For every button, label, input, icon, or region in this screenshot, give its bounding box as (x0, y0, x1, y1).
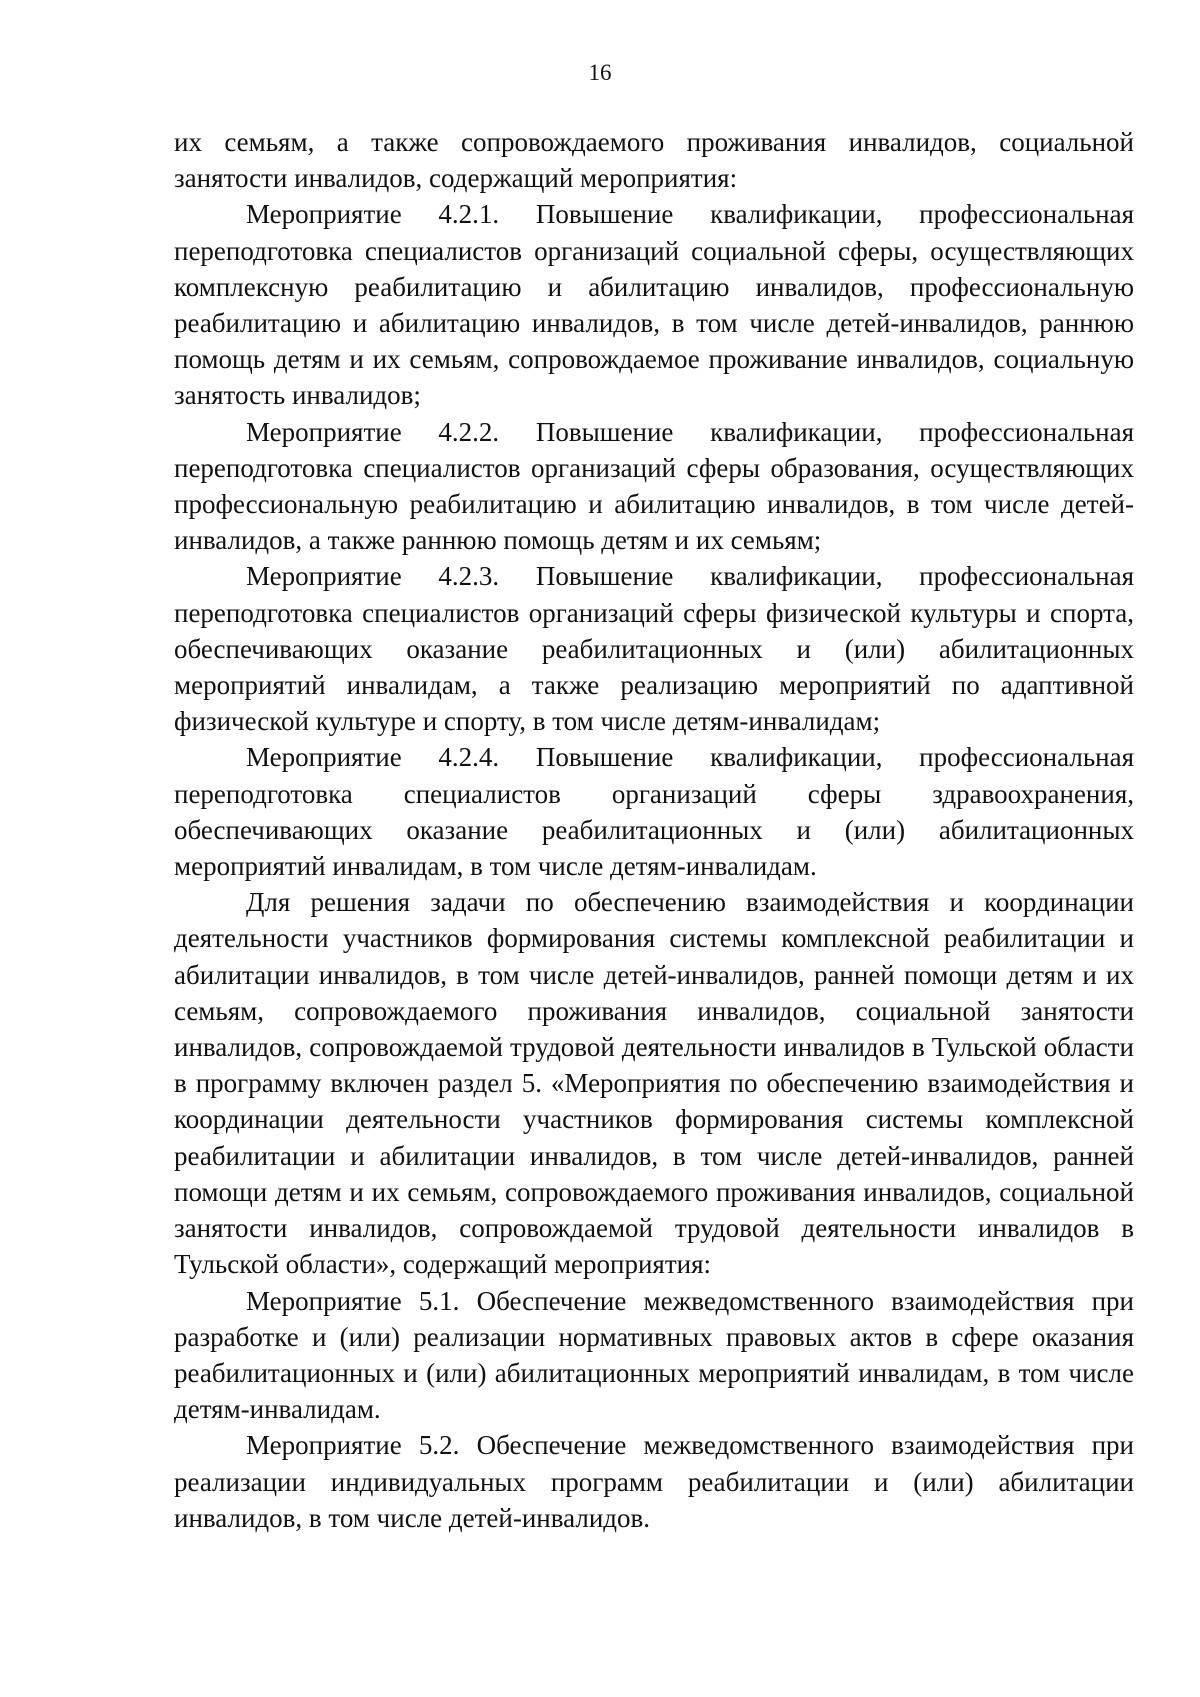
paragraph-section-5-intro: Для решения задачи по обеспечению взаимодействия и координации деятельности участников формирования системы комплексной реабилитации и абилитации инвалидов, в том числе детей-инвалидов, ранней помощи детям и их семьям, сопровождаемого проживания инвалидов, социальной занятости инвалидов, сопровождаемой трудовой деятельности инвалидов в Тульской области в программу включен раздел 5. «Мероприятия по обеспечению взаимодействия и координации деятельности участников формирования системы комплексной реабилитации и абилитации инвалидов, в том числе детей-инвалидов, ранней помощи детям и их семьям, сопровождаемого проживания инвалидов, социальной занятости инвалидов, сопровождаемой трудовой деятельности инвалидов в Тульской области», содержащий мероприятия: (174, 887, 1134, 1280)
paragraph-measure-5-1: Мероприятие 5.1. Обеспечение межведомственного взаимодействия при разработке и (или) реализации нормативных правовых актов в сфере оказания реабилитационных и (или) абилитационных мероприятий инвалидам, в том числе детям-инвалидам. (174, 1285, 1134, 1425)
document-body (174, 124, 1134, 1536)
page-number: 16 (588, 60, 612, 85)
paragraph-measure-5-2: Мероприятие 5.2. Обеспечение межведомственного взаимодействия при реализации индивидуальных программ реабилитации и (или) абилитации инвалидов, в том числе детей-инвалидов. (174, 1430, 1134, 1533)
paragraph-measure-4-2-4: Мероприятие 4.2.4. Повышение квалификации, профессиональная переподготовка специалистов организаций сферы здравоохранения, обеспечивающих оказание реабилитационных и (или) абилитационных мероприятий инвалидам, в том числе детям-инвалидам. (174, 742, 1134, 882)
paragraph-measure-4-2-3: Мероприятие 4.2.3. Повышение квалификации, профессиональная переподготовка специалистов организаций сферы физической культуры и спорта, обеспечивающих оказание реабилитационных и (или) абилитационных мероприятий инвалидам, а также реализацию мероприятий по адаптивной физической культуре и спорту, в том числе детям-инвалидам; (174, 561, 1134, 737)
paragraph-continuation: их семьям, а также сопровождаемого проживания инвалидов, социальной занятости инвалидов, содержащий мероприятия: (174, 127, 1134, 194)
paragraph-measure-4-2-1: Мероприятие 4.2.1. Повышение квалификации, профессиональная переподготовка специалистов организаций социальной сферы, осуществляющих комплексную реабилитацию и абилитацию инвалидов, профессиональную реабилитацию и абилитацию инвалидов, в том числе детей-инвалидов, раннюю помощь детям и их семьям, сопровождаемое проживание инвалидов, социальную занятость инвалидов; (174, 199, 1134, 411)
paragraph-measure-4-2-2: Мероприятие 4.2.2. Повышение квалификации, профессиональная переподготовка специалистов организаций сферы образования, осуществляющих профессиональную реабилитацию и абилитацию инвалидов, в том числе детей-инвалидов, а также раннюю помощь детям и их семьям; (174, 416, 1134, 556)
